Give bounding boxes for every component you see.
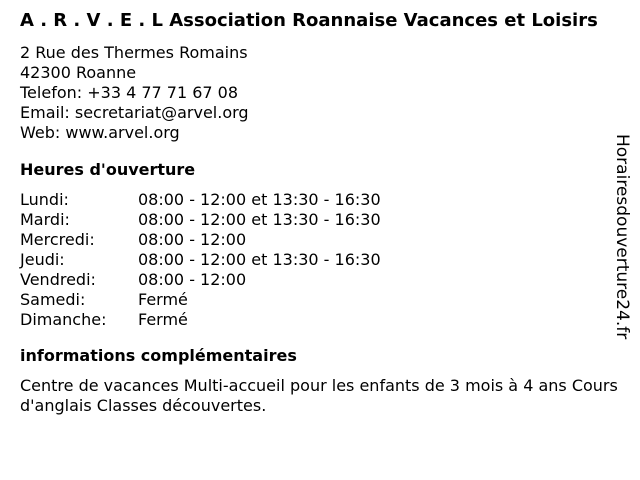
- hours-row-wednesday: [20, 230, 620, 250]
- time-value: 08:00 - 12:00: [138, 270, 247, 289]
- time-value: Fermé: [138, 310, 188, 329]
- city: 42300 Roanne: [20, 63, 137, 82]
- day-label: Jeudi:: [20, 250, 65, 269]
- website: Web: www.arvel.org: [20, 123, 180, 142]
- day-label: Samedi:: [20, 290, 86, 309]
- time-value: Fermé: [138, 290, 188, 309]
- opening-hours-table: [20, 190, 620, 330]
- day-label: Vendredi:: [20, 270, 96, 289]
- hours-row-monday: [20, 190, 620, 210]
- time-value: 08:00 - 12:00 et 13:30 - 16:30: [138, 190, 381, 209]
- additional-info-text: Centre de vacances Multi-accueil pour les enfants de 3 mois à 4 ans Cours d'anglais Classes découvertes.: [20, 376, 618, 415]
- site-watermark: Horairesdouverture24.fr: [612, 134, 632, 340]
- opening-hours-heading: Heures d'ouverture: [20, 160, 196, 179]
- address-block: [20, 43, 620, 143]
- street-address: 2 Rue des Thermes Romains: [20, 43, 248, 62]
- business-card: [20, 10, 620, 416]
- additional-info-heading: informations complémentaires: [20, 346, 297, 365]
- day-label: Mercredi:: [20, 230, 95, 249]
- phone: Telefon: +33 4 77 71 67 08: [20, 83, 239, 102]
- business-name: A . R . V . E . L Association Roannaise Vacances et Loisirs: [20, 10, 598, 31]
- time-value: 08:00 - 12:00 et 13:30 - 16:30: [138, 210, 381, 229]
- hours-row-sunday: [20, 310, 620, 330]
- day-label: Mardi:: [20, 210, 70, 229]
- time-value: 08:00 - 12:00 et 13:30 - 16:30: [138, 250, 381, 269]
- hours-row-thursday: [20, 250, 620, 270]
- hours-row-friday: [20, 270, 620, 290]
- hours-row-tuesday: [20, 210, 620, 230]
- day-label: Dimanche:: [20, 310, 107, 329]
- hours-row-saturday: [20, 290, 620, 310]
- time-value: 08:00 - 12:00: [138, 230, 247, 249]
- day-label: Lundi:: [20, 190, 69, 209]
- email: Email: secretariat@arvel.org: [20, 103, 249, 122]
